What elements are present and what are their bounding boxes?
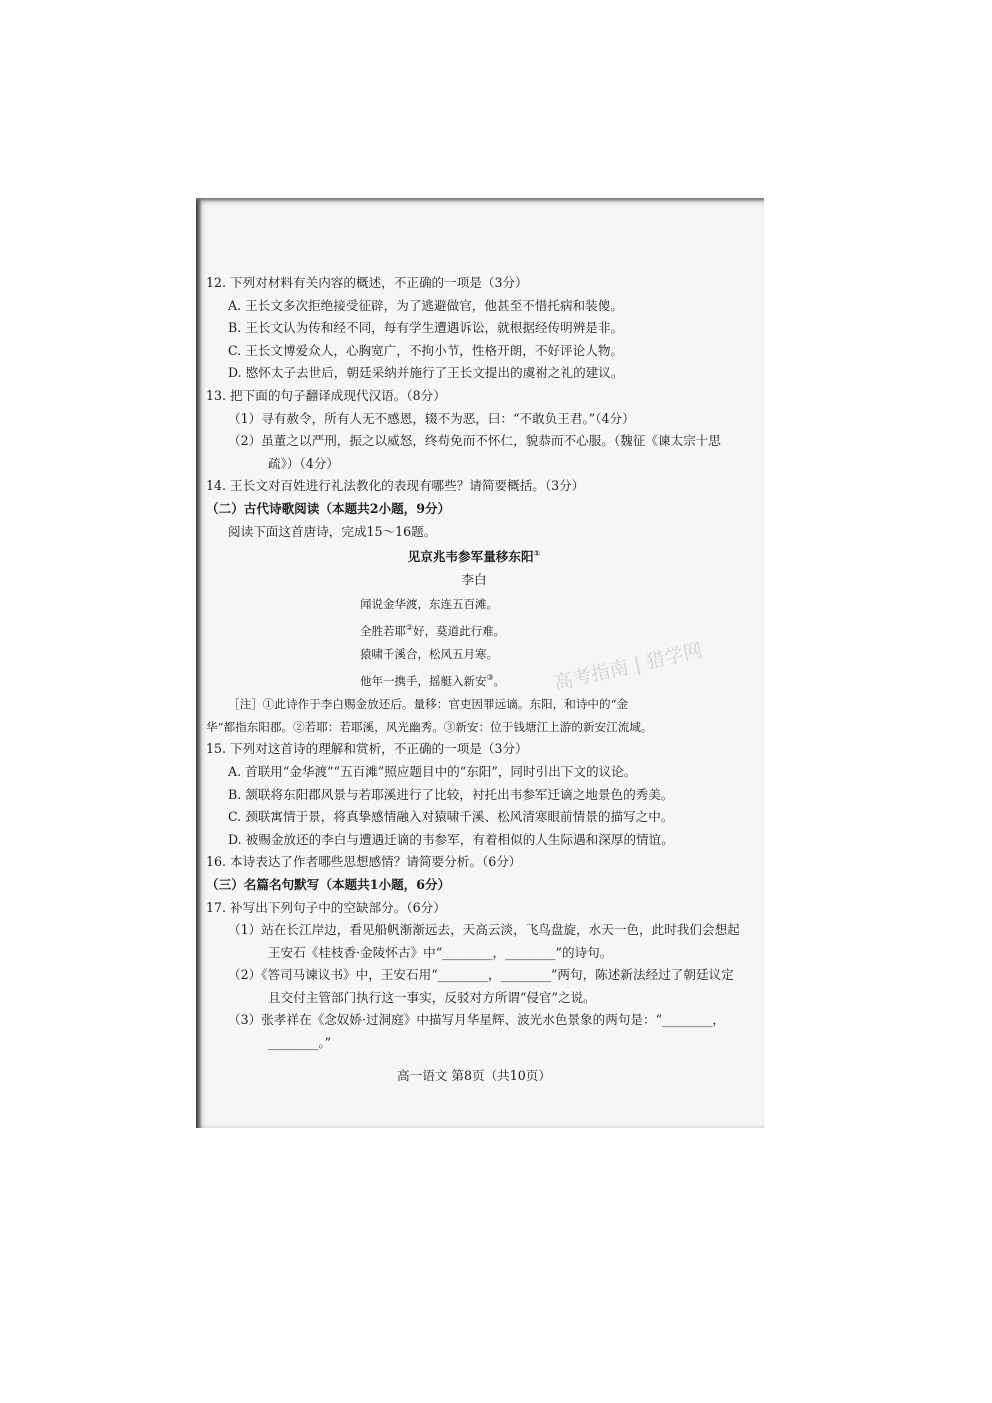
q13-item-1: （1）寻有赦令，所有人无不感恩，辍不为恶，曰：“不敢负王君。”（4分） [228,410,635,426]
q15-option-b: B. 颔联将东阳郡风景与若耶溪进行了比较，衬托出韦参军迁谪之地景色的秀美。 [228,786,674,802]
q12-option-a: A. 王长文多次拒绝接受征辟，为了逃避做官，他甚至不惜托病和装傻。 [228,297,623,313]
section2-heading: （二）古代诗歌阅读（本题共2小题，9分） [206,500,451,516]
exam-content [206,272,742,1087]
q12-option-c: C. 王长文博爱众人，心胸宽广，不拘小节，性格开朗，不好评论人物。 [228,342,624,358]
q14-stem: 14. 王长文对百姓进行礼法教化的表现有哪些？请简要概括。（3分） [206,478,585,494]
q17-item-1: （1）站在长江岸边，看见船帆渐渐远去，天高云淡，飞鸟盘旋，水天一色，此时我们会想起王安石《桂枝香·金陵怀古》中“________，________”的诗句。 [228,922,740,960]
q12-option-b: B. 王长文认为传和经不同，每有学生遭遇诉讼，就根据经传明辨是非。 [228,320,624,336]
q15-stem: 15. 下列对这首诗的理解和赏析，不正确的一项是（3分） [206,741,528,757]
q12-stem: 12. 下列对材料有关内容的概述，不正确的一项是（3分） [206,275,528,290]
q17-stem: 17. 补写出下列句子中的空缺部分。（6分） [206,899,446,915]
poem-note-2: 华”都指东阳郡。②若耶：若耶溪，风光幽秀。③新安：位于钱塘江上游的新安江流域。 [206,719,653,734]
poem-line-1: 闻说金华渡，东连五百滩。 [360,596,498,611]
page-footer: 高一语文 第8页（共10页） [397,1067,551,1083]
scan-shadow-top [196,198,764,202]
poem-line-2: 全胜若耶②好，莫道此行难。 [360,622,506,638]
poem-line-4: 他年一携手，摇艇入新安③。 [360,673,506,689]
q15-option-c: C. 颈联寓情于景，将真挚感情融入对猿啸千溪、松风清寒眼前情景的描写之中。 [228,809,674,825]
scan-shadow-left [196,198,202,1128]
q12-option-d: D. 愍怀太子去世后，朝廷采纳并施行了王长文提出的虞祔之礼的建议。 [228,365,624,381]
section3-heading: （三）名篇名句默写（本题共1小题，6分） [206,876,451,892]
section2-intro: 阅读下面这首唐诗，完成15～16题。 [228,523,437,539]
q16-stem: 16. 本诗表达了作者哪些思想感情？请简要分析。（6分） [206,854,522,870]
q17-item-2: （2）《答司马谏议书》中，王安石用“________，________”两句，陈述新法经过了朝廷议定且交付主管部门执行这一事实，反驳对方所谓“侵官”之说。 [228,967,734,1005]
q15-option-d: D. 被赐金放还的李白与遭遇迁谪的韦参军，有着相似的人生际遇和深厚的情谊。 [228,831,674,847]
q13-stem: 13. 把下面的句子翻译成现代汉语。（8分） [206,387,446,403]
poem-author: 李白 [461,571,487,587]
q17-item-3: （3）张孝祥在《念奴娇·过洞庭》中描写月华星辉、波光水色景象的两句是：“________，________。” [228,1012,726,1051]
poem-body [206,592,742,694]
poem-title: 见京兆韦参军量移东阳① [407,549,541,565]
footnote-mark: ① [533,549,541,559]
q13-item-2: （2）虽董之以严刑，振之以威怒，终苟免而不怀仁，貌恭而不心服。（魏征《谏太宗十思疏》）（4分） [228,433,721,471]
watermark: 高考指南 | 猎学网 [551,639,705,695]
q15-option-a: A. 首联用“金华渡”“五百滩”照应题目中的“东阳”，同时引出下文的议论。 [228,763,637,779]
poem-line-3: 猿啸千溪合，松风五月寒。 [360,647,498,662]
poem-note-1: ［注］①此诗作于李白赐金放还后。量移：官吏因罪远谪。东阳，和诗中的“金 [228,697,629,712]
